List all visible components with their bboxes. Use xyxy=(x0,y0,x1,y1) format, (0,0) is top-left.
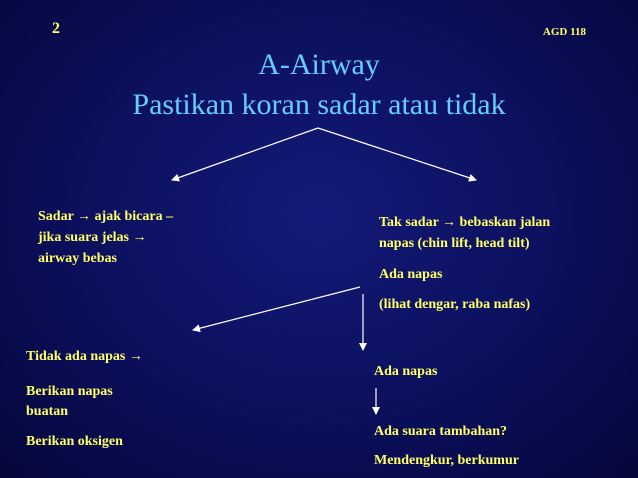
right-branch-line3: Ada napas xyxy=(379,267,443,282)
no-breath-line2: Berikan napas xyxy=(26,384,113,399)
no-breath-line4: Berikan oksigen xyxy=(26,434,123,449)
breathing-line1: Ada napas xyxy=(374,364,438,379)
no-breath-line3: buatan xyxy=(26,404,69,419)
slide-subtitle: Pastikan koran sadar atau tidak xyxy=(132,88,506,121)
arrow-to-sadar xyxy=(172,128,318,180)
right-branch-line4: (lihat dengar, raba nafas) xyxy=(379,297,531,312)
slide-title: A-Airway xyxy=(258,48,380,81)
breathing-line2: Ada suara tambahan? xyxy=(374,424,508,439)
no-breath-line1: Tidak ada napas → xyxy=(26,349,143,364)
arrow-to-tidak-ada-napas xyxy=(193,287,360,330)
left-branch-line2: jika suara jelas → xyxy=(38,230,147,245)
breathing-line3: Mendengkur, berkumur xyxy=(374,453,519,468)
course-code: AGD 118 xyxy=(542,26,586,38)
slide-number: 2 xyxy=(52,20,60,37)
right-branch-line1: Tak sadar → bebaskan jalan xyxy=(379,215,551,230)
left-branch-line1: Sadar → ajak bicara – xyxy=(38,209,174,224)
right-branch-line2: napas (chin lift, head tilt) xyxy=(379,236,530,251)
left-branch-line3: airway bebas xyxy=(38,251,117,266)
arrow-to-tak-sadar xyxy=(318,128,476,180)
